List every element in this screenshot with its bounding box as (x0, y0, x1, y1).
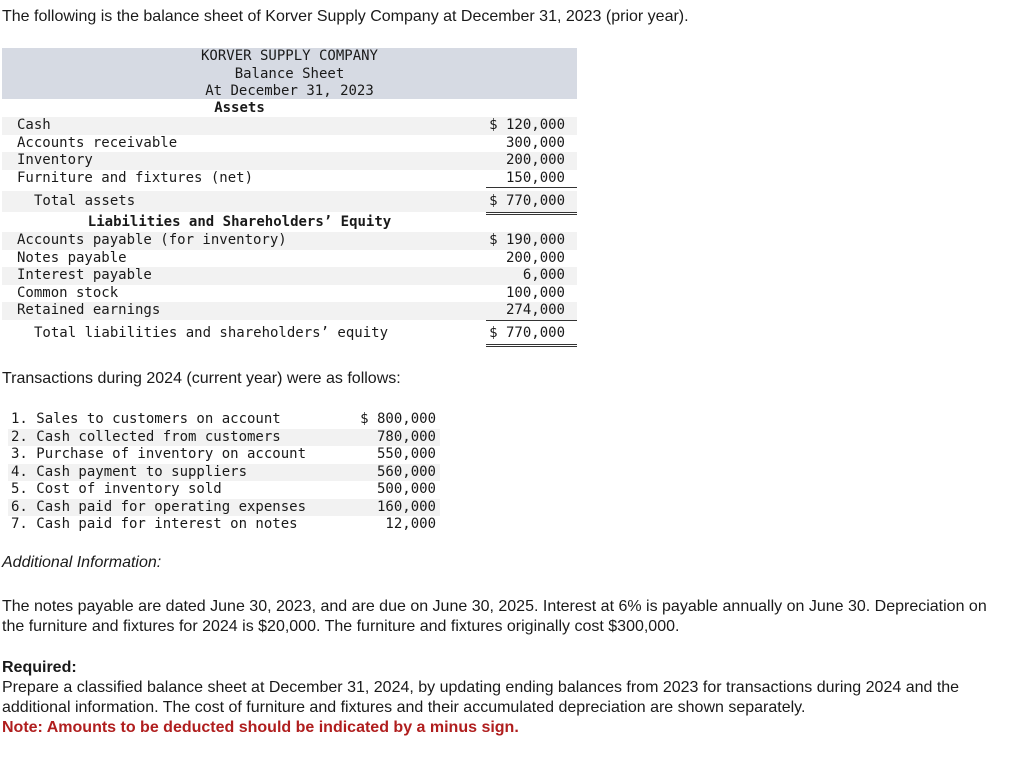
assets-heading: Assets (214, 100, 265, 116)
asset-label: Furniture and fixtures (net) (17, 169, 254, 186)
total-assets-amount: $ 770,000 (489, 193, 565, 209)
statement-date: At December 31, 2023 (205, 83, 374, 99)
transaction-label: 1. Sales to customers on account (11, 411, 281, 427)
total-assets-label: Total assets (34, 193, 136, 209)
transaction-row (8, 429, 440, 447)
liability-amount: 200,000 (505, 249, 565, 266)
required-section (2, 658, 1012, 738)
transaction-amount: 780,000 (376, 428, 436, 445)
transaction-row (8, 481, 440, 499)
transaction-row (8, 464, 440, 482)
transaction-label: 6. Cash paid for operating expenses (11, 498, 307, 515)
liability-amount: $ 190,000 (489, 232, 565, 248)
additional-info-text: The notes payable are dated June 30, 2023, and are due on June 30, 2025. Interest at 6% is payable annually on June 30. Depreciation on the furniture and fixtures for 2024 is $20,000. The furniture and fixtures originally cost $300,000. (2, 598, 987, 635)
asset-row (2, 170, 577, 188)
company-name: KORVER SUPPLY COMPANY (200, 48, 378, 64)
transaction-amount: $ 800,000 (360, 411, 436, 427)
transaction-row (8, 411, 440, 429)
transaction-label: 4. Cash payment to suppliers (11, 463, 248, 480)
liability-row (2, 250, 577, 268)
liability-label: Common stock (17, 284, 119, 301)
asset-row (2, 135, 577, 153)
asset-amount: $ 120,000 (489, 117, 565, 133)
liability-row (2, 285, 577, 303)
transactions-intro: Transactions during 2024 (current year) were as follows: (2, 370, 401, 387)
liability-row (2, 232, 577, 250)
total-liabilities-amount: $ 770,000 (489, 325, 565, 341)
statement-title: Balance Sheet (234, 65, 345, 82)
intro-text: The following is the balance sheet of Korver Supply Company at December 31, 2023 (prior year). (2, 8, 689, 25)
asset-label: Cash (17, 117, 51, 133)
additional-info-title: Additional Information: (2, 554, 162, 571)
asset-label: Inventory (17, 152, 93, 168)
total-liabilities-label: Total liabilities and shareholders’ equity (34, 325, 389, 341)
asset-row (2, 152, 577, 170)
transaction-amount: 500,000 (376, 481, 436, 497)
deduction-note: Note: Amounts to be deducted should be indicated by a minus sign. (2, 719, 519, 736)
asset-amount: 200,000 (505, 152, 565, 168)
liability-label: Notes payable (17, 249, 127, 266)
liability-label: Accounts payable (for inventory) (17, 232, 287, 248)
transaction-label: 2. Cash collected from customers (11, 428, 281, 445)
liability-amount: 274,000 (505, 302, 565, 318)
liability-amount: 100,000 (505, 284, 565, 301)
required-text: Prepare a classified balance sheet at December 31, 2024, by updating ending balances from 2023 for transactions during 2024 and the additional information. The cost of furniture and fixtures and their accumulated depreciation are shown separately. (2, 679, 960, 716)
asset-row (2, 117, 577, 135)
liability-row (2, 267, 577, 285)
liability-label: Retained earnings (17, 302, 161, 318)
transaction-amount: 160,000 (376, 498, 436, 515)
asset-amount: 150,000 (505, 169, 565, 186)
asset-label: Accounts receivable (17, 134, 178, 151)
total-assets-row (2, 191, 577, 212)
transaction-label: 7. Cash paid for interest on notes (11, 516, 298, 532)
transaction-label: 3. Purchase of inventory on account (11, 446, 307, 462)
transaction-row (8, 499, 440, 517)
liability-row (2, 302, 577, 320)
transaction-row (8, 446, 440, 464)
total-liabilities-row (2, 323, 577, 344)
balance-sheet-2023 (2, 48, 577, 341)
required-title: Required: (2, 659, 77, 676)
transaction-amount: 550,000 (376, 446, 436, 462)
transaction-row (8, 516, 440, 534)
transaction-amount: 12,000 (385, 516, 436, 532)
transaction-label: 5. Cost of inventory sold (11, 481, 222, 497)
liabilities-heading: Liabilities and Shareholders’ Equity (87, 214, 392, 230)
liability-amount: 6,000 (522, 267, 565, 283)
liability-label: Interest payable (17, 267, 152, 283)
transaction-amount: 560,000 (376, 463, 436, 480)
asset-amount: 300,000 (505, 134, 565, 151)
